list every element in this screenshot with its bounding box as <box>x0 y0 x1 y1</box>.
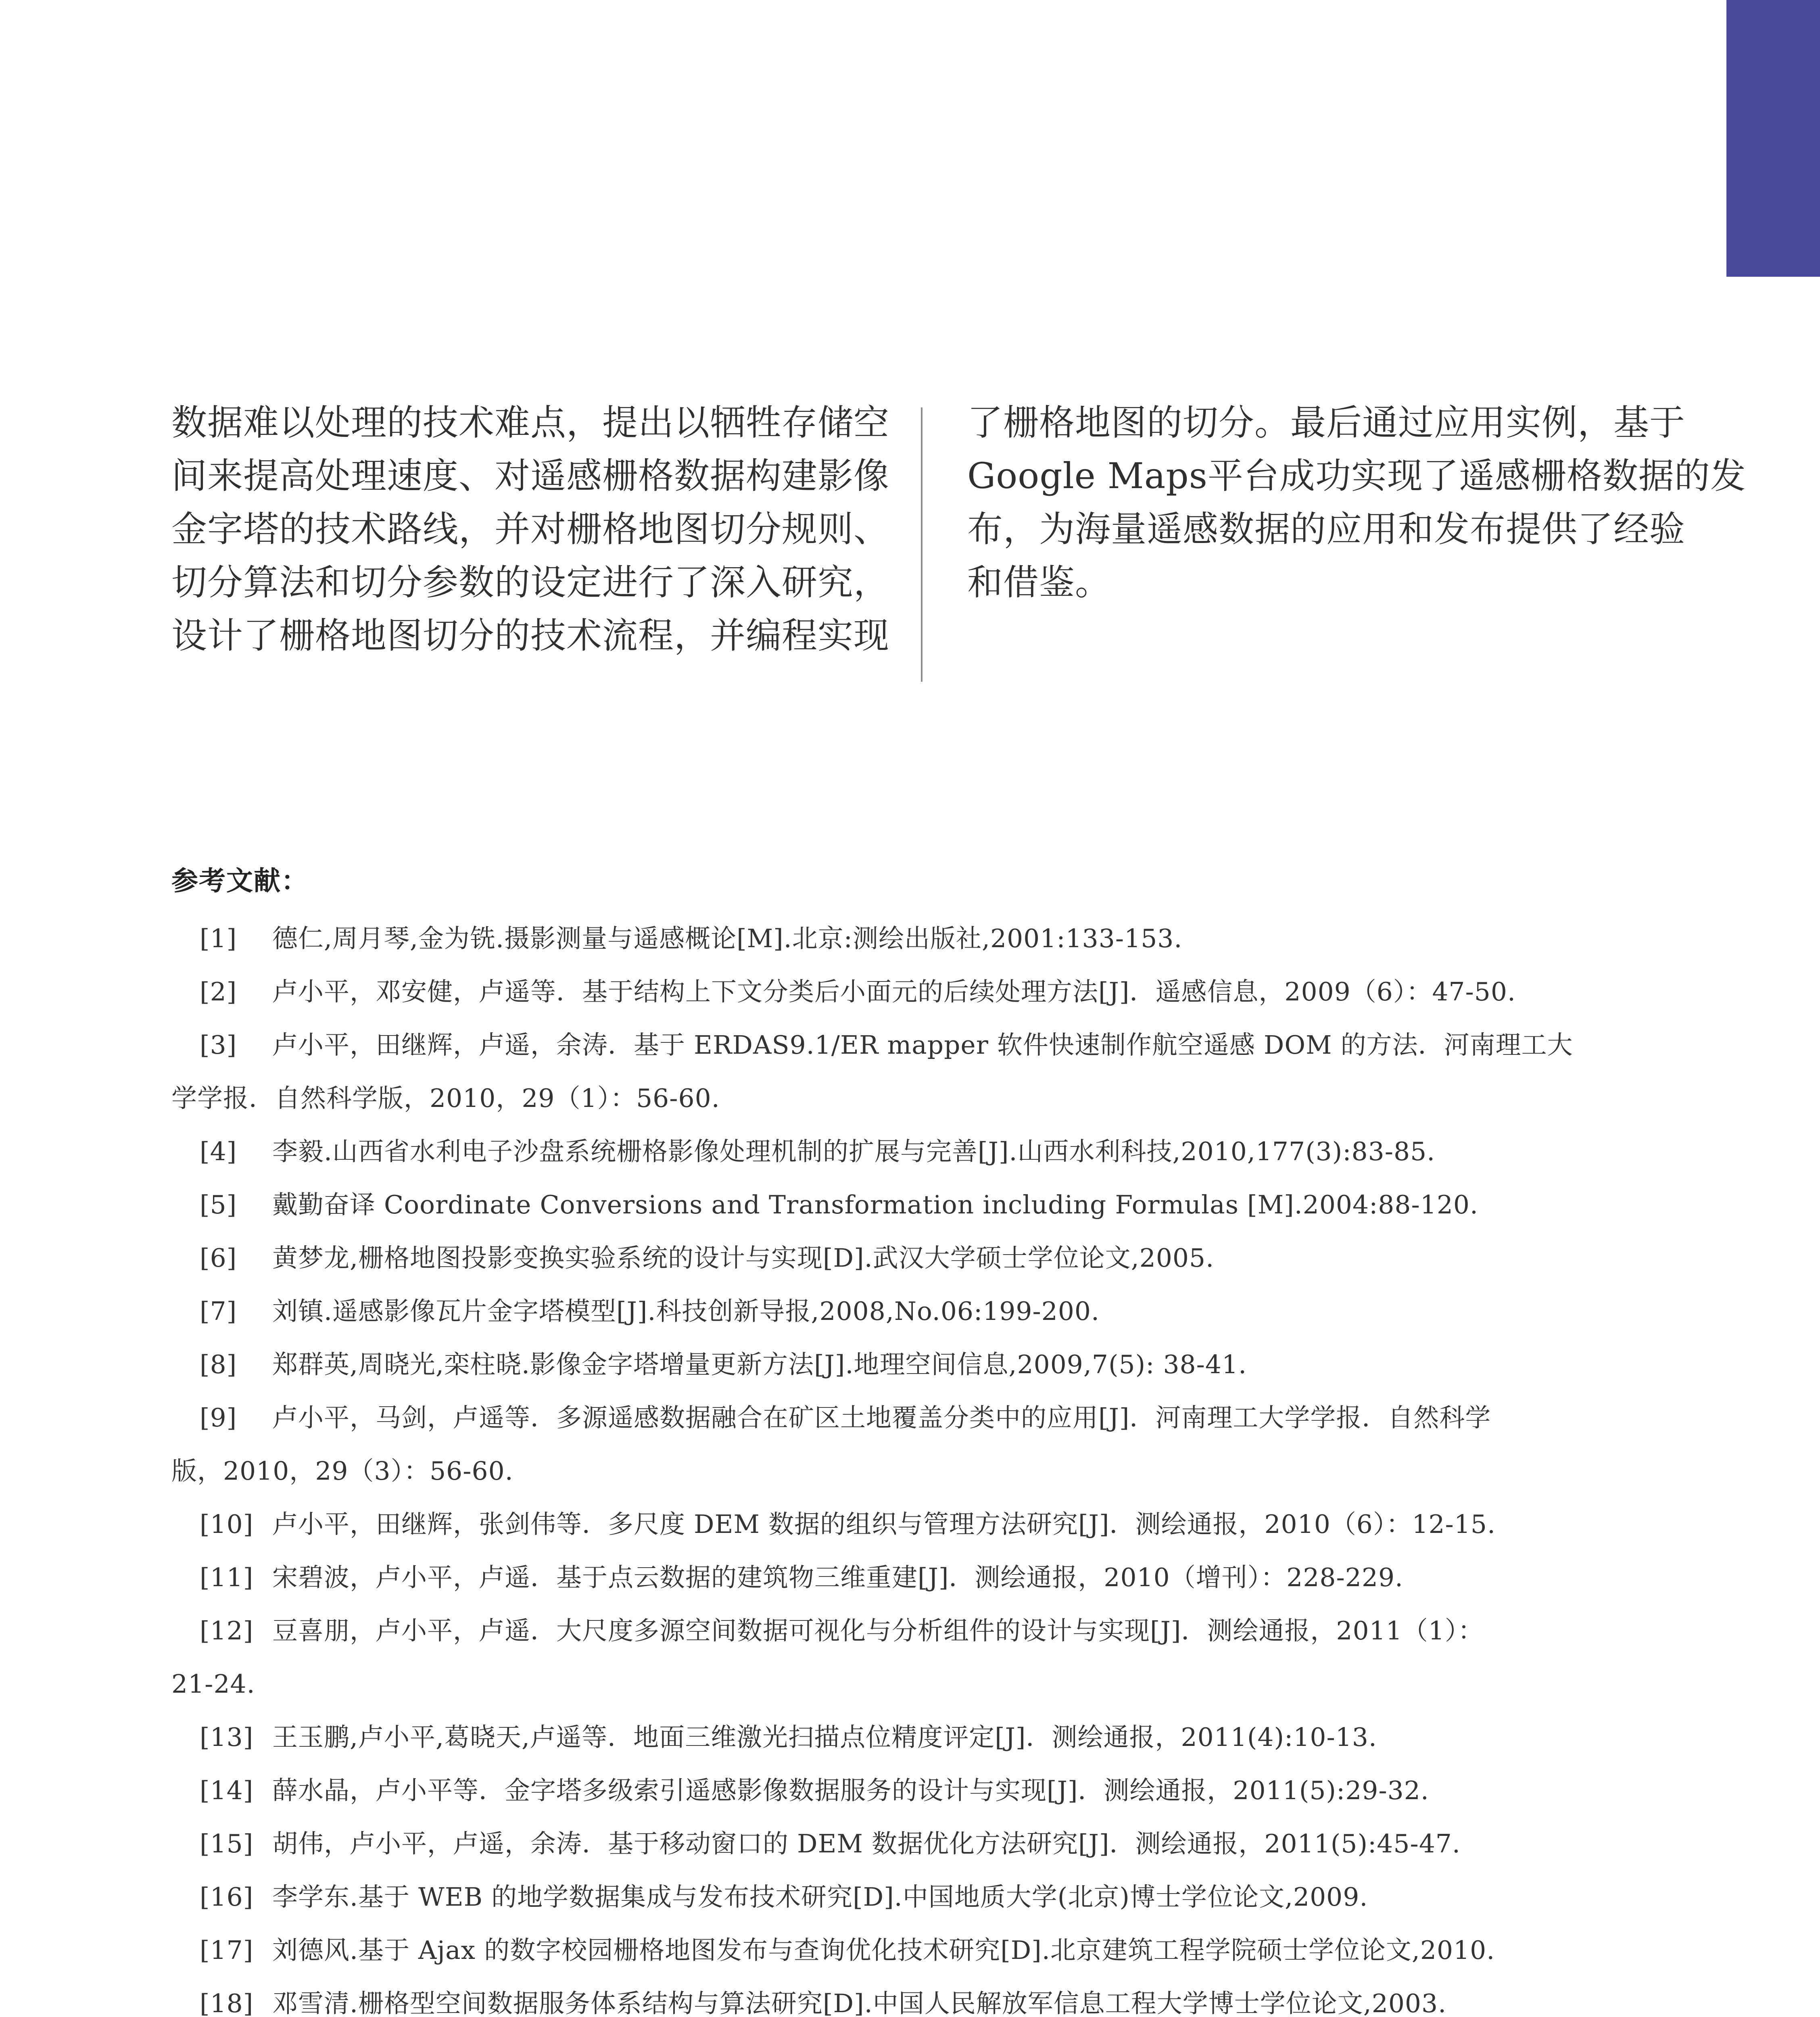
reference-continuation <box>171 1658 1688 1711</box>
reference-item <box>171 1019 1688 1125</box>
reference-number: [10] <box>200 1510 254 1539</box>
reference-number: [13] <box>200 1723 254 1752</box>
reference-number: [14] <box>200 1776 254 1805</box>
body-column-right <box>967 396 1746 609</box>
reference-text: 胡伟，卢小平，卢遥，余涛．基于移动窗口的 DEM 数据优化方法研究[J]．测绘通报，2011(5):45-47. <box>272 1829 1461 1858</box>
reference-text: 薛水晶，卢小平等．金字塔多级索引遥感影像数据服务的设计与实现[J]．测绘通报，2011(5):29-32. <box>272 1776 1429 1805</box>
reference-line <box>171 1711 1688 1764</box>
reference-text: 豆喜朋，卢小平，卢遥．大尺度多源空间数据可视化与分析组件的设计与实现[J]．测绘通报，2011（1）： <box>272 1616 1484 1645</box>
reference-number: [3] <box>200 1030 237 1060</box>
reference-text: 版，2010，29（3）：56-60. <box>171 1456 513 1486</box>
reference-text: 刘德风.基于 Ajax 的数字校园栅格地图发布与查询优化技术研究[D].北京建筑工程学院硕士学位论文,2010. <box>272 1936 1495 1965</box>
reference-text: 李毅.山西省水利电子沙盘系统栅格影像处理机制的扩展与完善[J].山西水利科技,2010,177(3):83-85. <box>272 1137 1436 1166</box>
reference-number: [4] <box>200 1137 237 1166</box>
reference-text: 卢小平，田继辉，卢遥，余涛．基于 ERDAS9.1/ER mapper 软件快速制作航空遥感 DOM 的方法．河南理工大 <box>272 1030 1573 1060</box>
reference-line <box>171 1817 1688 1871</box>
reference-number: [15] <box>200 1829 254 1858</box>
reference-item <box>171 1178 1688 1232</box>
reference-item <box>171 1285 1688 1338</box>
reference-number: [1] <box>200 924 237 953</box>
body-line: Google Maps平台成功实现了遥感栅格数据的发 <box>967 455 1746 497</box>
reference-text: 德仁,周月琴,金为铣.摄影测量与遥感概论[M].北京:测绘出版社,2001:133-153. <box>272 924 1183 953</box>
reference-number: [7] <box>200 1297 237 1326</box>
reference-item <box>171 965 1688 1019</box>
reference-text: 学学报．自然科学版，2010，29（1）：56-60. <box>171 1084 720 1113</box>
reference-item <box>171 1125 1688 1178</box>
reference-item <box>171 1338 1688 1391</box>
reference-continuation <box>171 1445 1688 1498</box>
reference-list <box>171 912 1688 2017</box>
reference-text: 21-24. <box>171 1669 255 1699</box>
body-line: 切分算法和切分参数的设定进行了深入研究， <box>171 562 890 603</box>
reference-number: [6] <box>200 1243 237 1273</box>
reference-text: 郑群英,周晓光,栾柱晓.影像金字塔增量更新方法[J].地理空间信息,2009,7(5): 38-41. <box>272 1350 1247 1379</box>
reference-line <box>171 1924 1688 1977</box>
column-divider <box>921 407 923 682</box>
reference-item <box>171 1764 1688 1817</box>
references-heading: 参考文献： <box>171 865 309 896</box>
reference-number: [5] <box>200 1190 237 1219</box>
body-line: 金字塔的技术路线，并对栅格地图切分规则、 <box>171 508 890 550</box>
reference-text: 卢小平，田继辉，张剑伟等．多尺度 DEM 数据的组织与管理方法研究[J]．测绘通报，2010（6）：12-15. <box>272 1510 1496 1539</box>
reference-item <box>171 1391 1688 1498</box>
reference-number: [12] <box>200 1616 254 1645</box>
body-line: 间来提高处理速度、对遥感栅格数据构建影像 <box>171 455 890 497</box>
reference-line <box>171 912 1688 965</box>
reference-text: 邓雪清.栅格型空间数据服务体系结构与算法研究[D].中国人民解放军信息工程大学博士学位论文,2003. <box>272 1989 1447 2017</box>
reference-line <box>171 1498 1688 1551</box>
reference-line <box>171 1764 1688 1817</box>
reference-line <box>171 1285 1688 1338</box>
reference-number: [11] <box>200 1563 254 1592</box>
reference-item <box>171 1924 1688 1977</box>
reference-text: 卢小平，马剑，卢遥等．多源遥感数据融合在矿区土地覆盖分类中的应用[J]．河南理工大学学报．自然科学 <box>272 1403 1491 1432</box>
reference-item <box>171 1551 1688 1604</box>
body-line: 了栅格地图的切分。最后通过应用实例，基于 <box>967 402 1686 443</box>
reference-item <box>171 1711 1688 1764</box>
reference-item <box>171 1604 1688 1711</box>
body-line: 数据难以处理的技术难点，提出以牺牲存储空 <box>171 402 890 443</box>
reference-text: 刘镇.遥感影像瓦片金字塔模型[J].科技创新导报,2008,No.06:199-200. <box>272 1297 1100 1326</box>
reference-line <box>171 1125 1688 1178</box>
reference-line <box>171 1551 1688 1604</box>
reference-text: 李学东.基于 WEB 的地学数据集成与发布技术研究[D].中国地质大学(北京)博士学位论文,2009. <box>272 1882 1368 1912</box>
body-line: 设计了栅格地图切分的技术流程，并编程实现 <box>171 615 890 656</box>
reference-text: 卢小平，邓安健，卢遥等．基于结构上下文分类后小面元的后续处理方法[J]．遥感信息，2009（6）：47-50. <box>272 977 1516 1006</box>
reference-number: [18] <box>200 1989 254 2017</box>
reference-number: [8] <box>200 1350 237 1379</box>
reference-text: 王玉鹏,卢小平,葛晓天,卢遥等．地面三维激光扫描点位精度评定[J]．测绘通报，2011(4):10-13. <box>272 1723 1377 1752</box>
body-column-left <box>171 396 920 662</box>
reference-line <box>171 1338 1688 1391</box>
reference-item <box>171 1817 1688 1871</box>
reference-item <box>171 1871 1688 1924</box>
reference-item <box>171 1232 1688 1285</box>
reference-text: 黄梦龙,栅格地图投影变换实验系统的设计与实现[D].武汉大学硕士学位论文,2005. <box>272 1243 1215 1273</box>
reference-item <box>171 1977 1688 2017</box>
reference-line <box>171 1871 1688 1924</box>
body-line: 和借鉴。 <box>967 562 1111 603</box>
reference-text: 戴勤奋译 Coordinate Conversions and Transformation including Formulas [M].2004:88-120. <box>272 1190 1479 1219</box>
body-line: 布，为海量遥感数据的应用和发布提供了经验 <box>967 508 1686 550</box>
reference-number: [9] <box>200 1403 237 1432</box>
references-section <box>171 859 1688 2017</box>
reference-text: 宋碧波，卢小平，卢遥．基于点云数据的建筑物三维重建[J]．测绘通报，2010（增刊）：228-229. <box>272 1563 1404 1592</box>
reference-continuation <box>171 1072 1688 1125</box>
reference-line <box>171 1178 1688 1232</box>
reference-number: [17] <box>200 1936 254 1965</box>
reference-line <box>171 1391 1688 1445</box>
side-tab-decoration <box>1726 0 1820 277</box>
reference-line <box>171 1019 1688 1072</box>
reference-item <box>171 1498 1688 1551</box>
reference-line <box>171 1604 1688 1658</box>
reference-item <box>171 912 1688 965</box>
reference-line <box>171 965 1688 1019</box>
reference-number: [2] <box>200 977 237 1006</box>
reference-number: [16] <box>200 1882 254 1912</box>
reference-line <box>171 1977 1688 2017</box>
reference-line <box>171 1232 1688 1285</box>
